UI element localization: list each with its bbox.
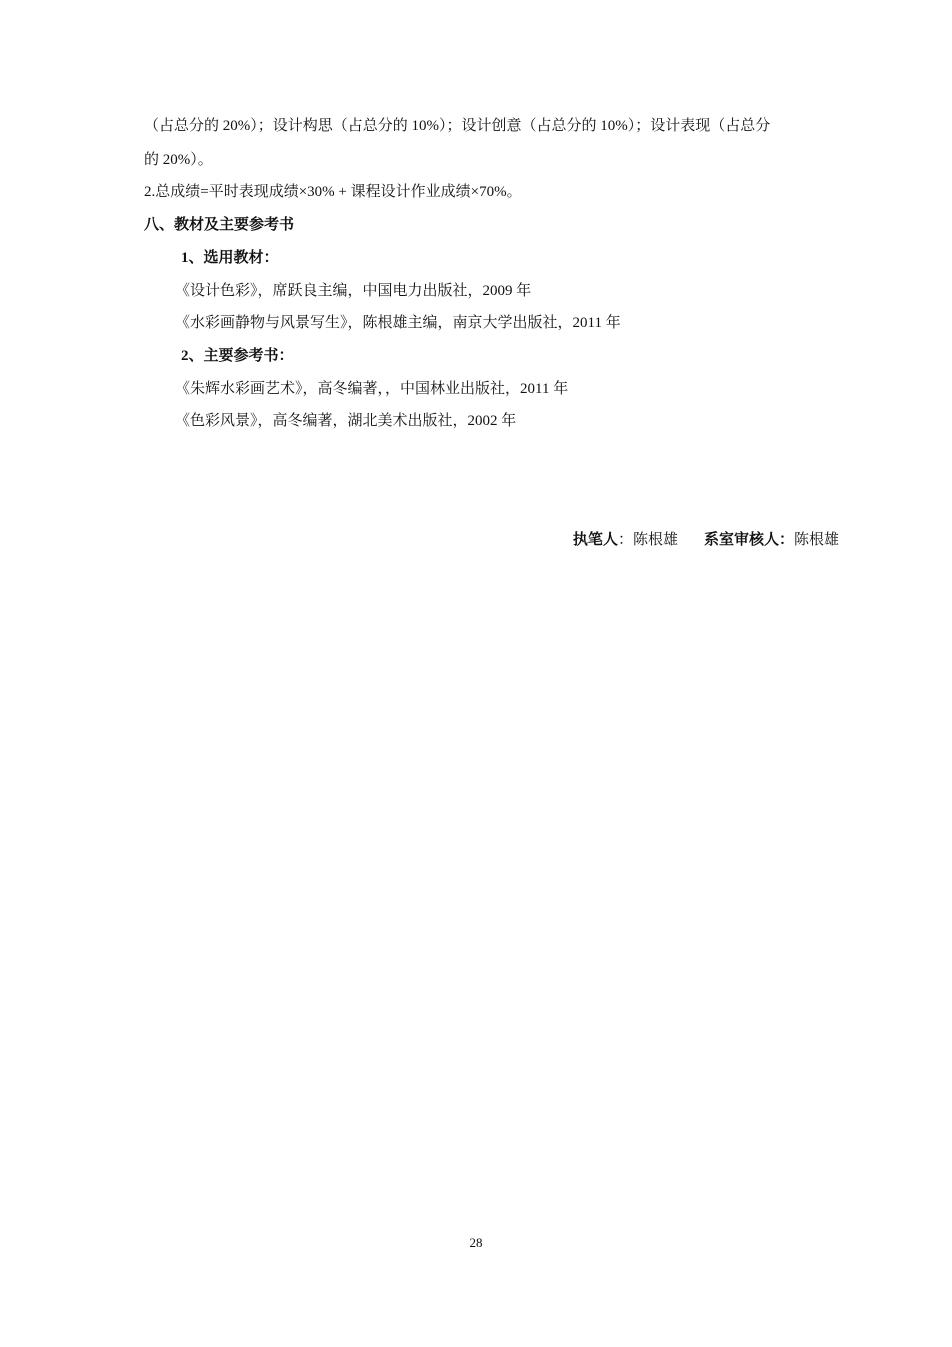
page-number: 28 [469, 1235, 483, 1250]
reference-item: 《色彩风景》，高冬编著，湖北美术出版社，2002 年 [175, 413, 517, 429]
grading-line-3: 2.总成绩=平时表现成绩×30% + 课程设计作业成绩×70%。 [144, 184, 522, 200]
author-label: 执笔人 [572, 532, 618, 548]
grading-line-1: （占总分的 20%）；设计构思（占总分的 10%）；设计创意（占总分的 10%）；设计表现（占总分 [144, 118, 771, 134]
section-heading-textbooks-references: 八、教材及主要参考书 [144, 217, 295, 233]
reference-item: 《朱辉水彩画艺术》，高冬编著，，中国林业出版社，2011 年 [175, 381, 569, 397]
textbooks-subheading: 1、选用教材： [181, 250, 279, 266]
references-subheading: 2、主要参考书： [181, 348, 294, 364]
textbook-item: 《设计色彩》，席跃良主编，中国电力出版社，2009 年 [175, 283, 532, 299]
reviewer-name: 陈根雄 [793, 532, 839, 548]
signature-block [573, 530, 839, 550]
author-colon: ： [617, 532, 633, 548]
author-name: 陈根雄 [632, 532, 678, 548]
grading-line-2: 的 20%）。 [144, 152, 213, 168]
textbook-item: 《水彩画静物与风景写生》，陈根雄主编，南京大学出版社，2011 年 [175, 315, 621, 331]
reviewer-label: 系室审核人： [703, 532, 794, 548]
